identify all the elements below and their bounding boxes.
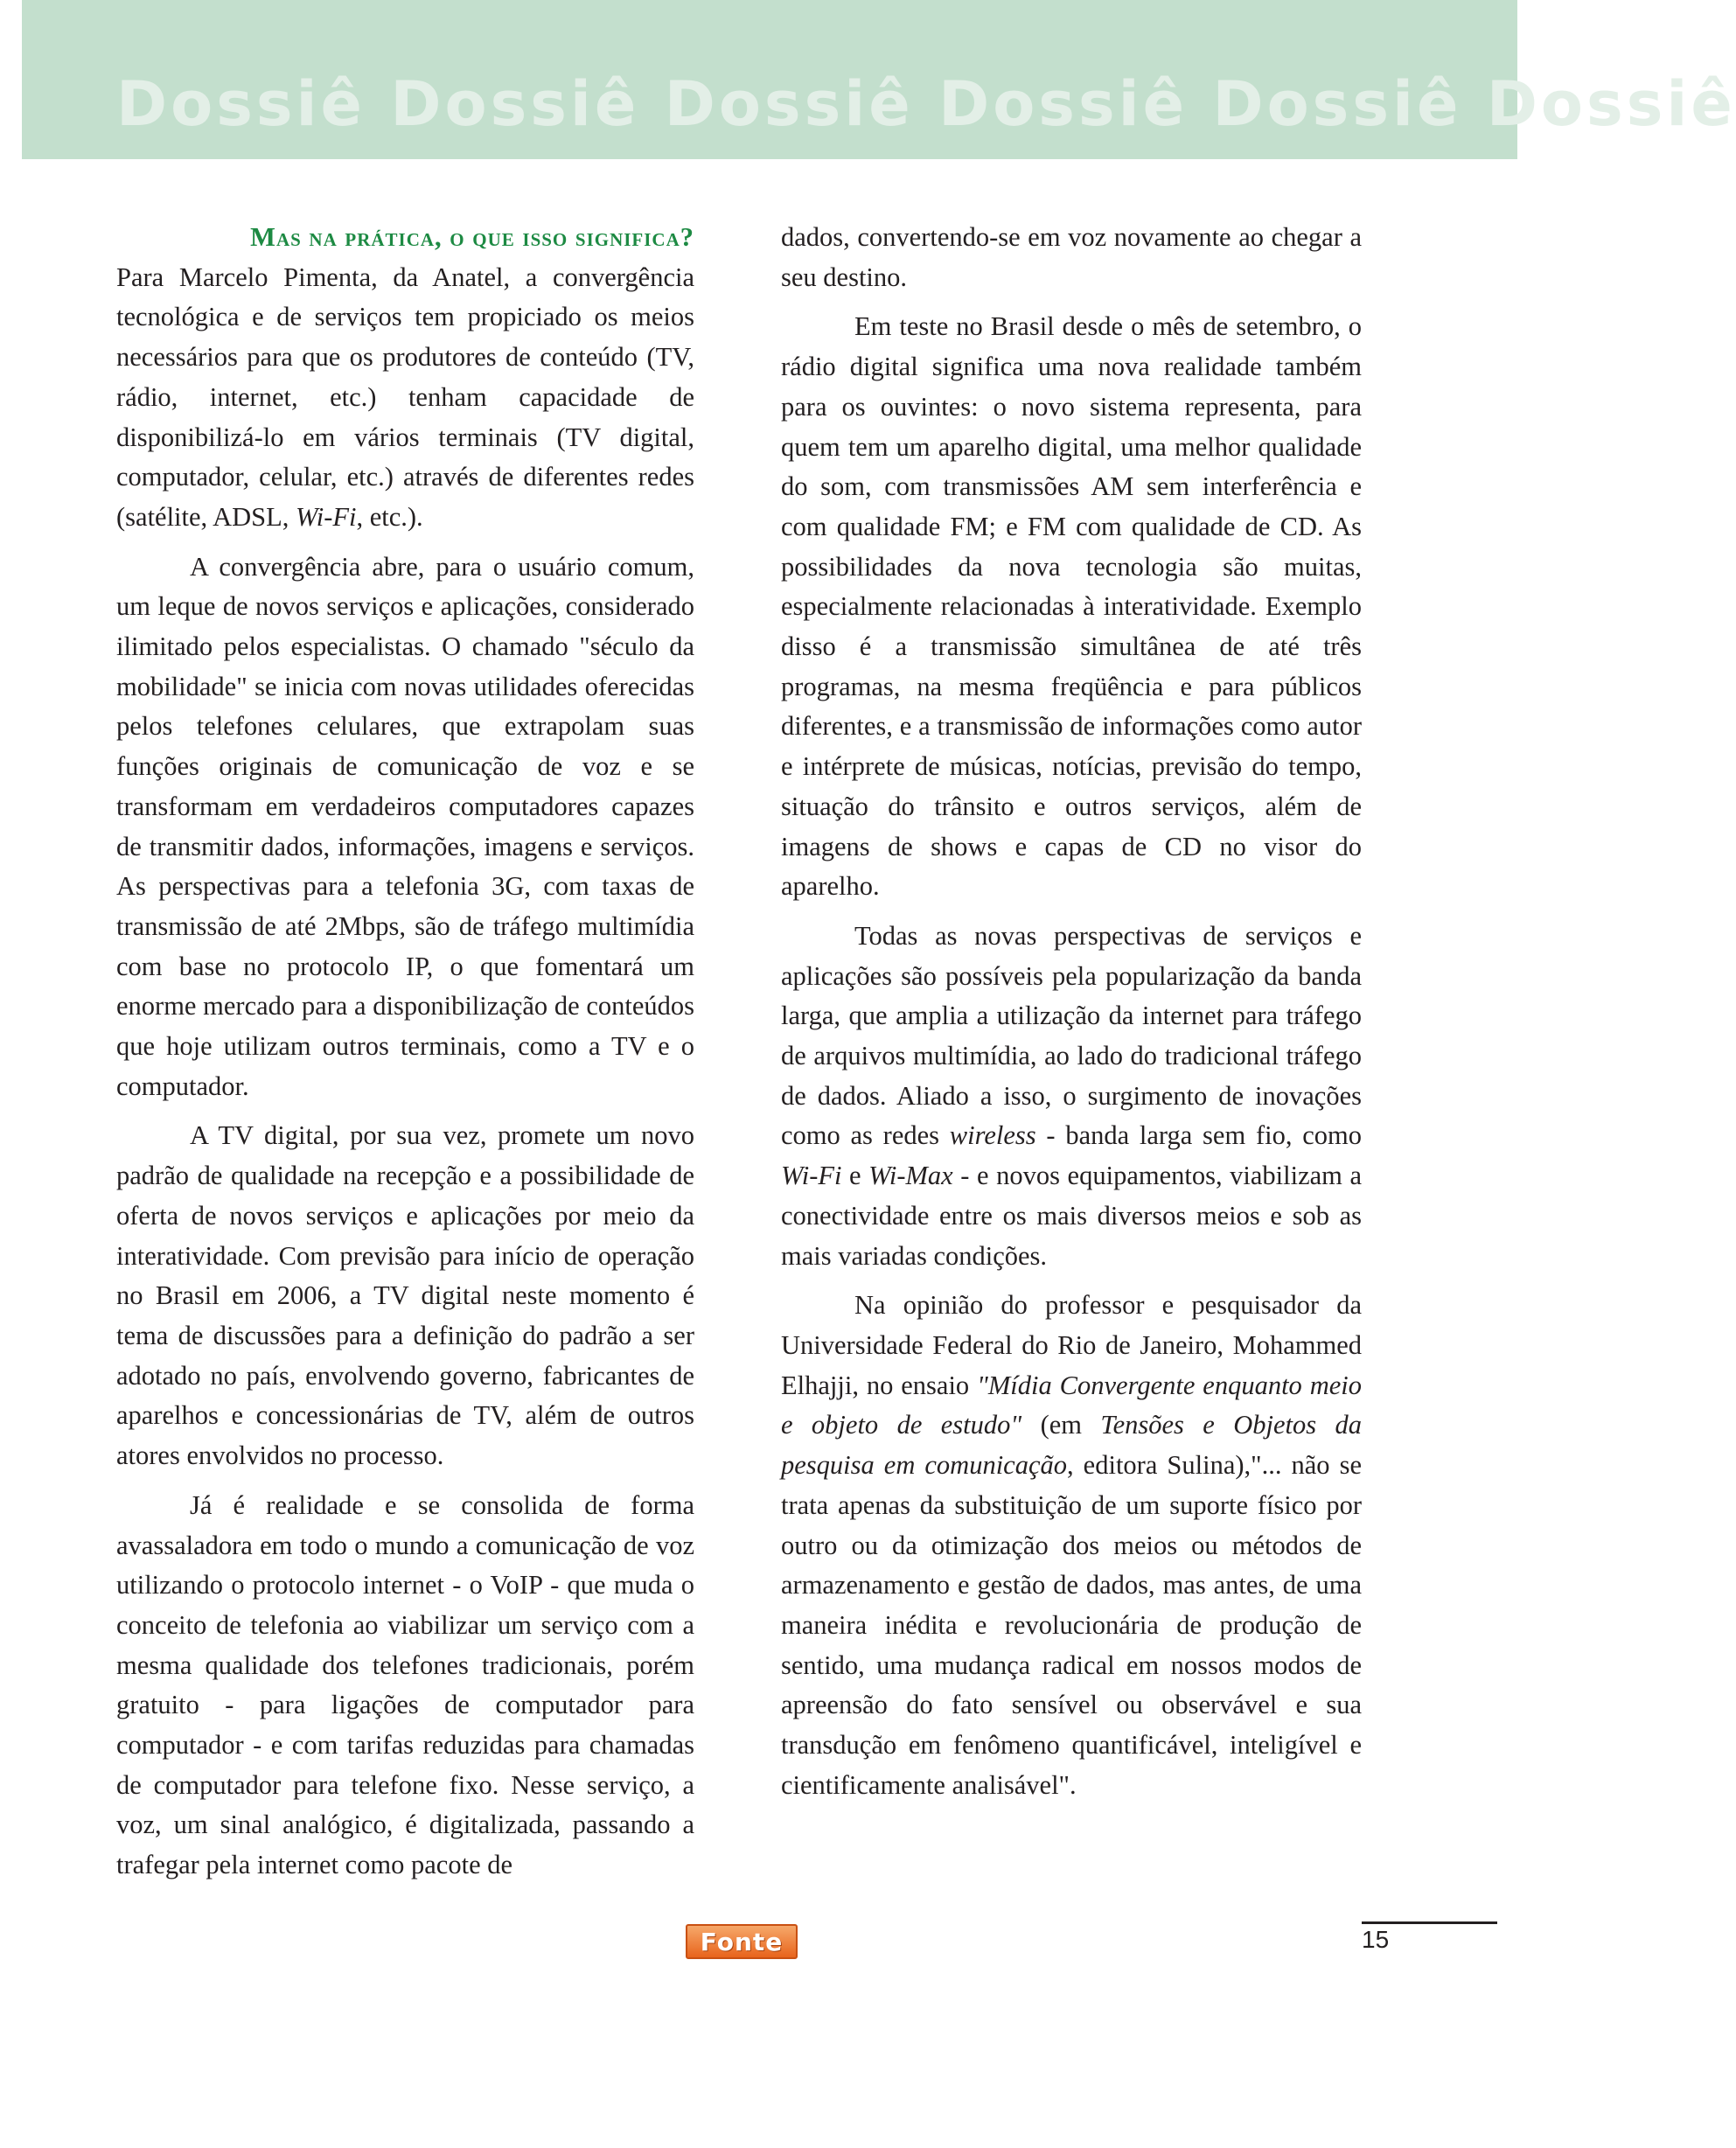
paragraph: A convergência abre, para o usuário comum, um leque de novos serviços e aplicações, considerado ilimitado pelos especialistas. O chamado "século da mobilidade" se inicia com novas utilidades oferecidas pelos telefones celulares, que extrapolam suas funções originais de comunicação de voz e se transformam em verdadeiros computadores capazes de transmitir dados, informações, imagens e serviços. As perspectivas para a telefonia 3G, com taxas de transmissão de até 2Mbps, são de tráfego multimídia com base no protocolo IP, o que fomentará um enorme mercado para a disponibilização de conteúdos que hoje utilizam outros terminais, como a TV e o computador. bbox=[116, 551, 694, 1101]
page-number: 15 bbox=[1362, 1926, 1390, 1953]
emphasis-text: wireless bbox=[949, 1120, 1036, 1151]
paragraph bbox=[781, 917, 1362, 1276]
section-banner bbox=[22, 0, 1736, 159]
paragraph-text: e bbox=[841, 1161, 869, 1191]
right-column bbox=[781, 218, 1362, 1805]
emphasis-text: Wi-Max bbox=[868, 1161, 953, 1191]
paragraph-text: , editora Sulina),"... não se trata apenas da substituição de um suporte físico por outro ou da otimização dos meios ou métodos de armazenamento e gestão de dados, mas antes, de uma maneira inédita e revolucionária de produção de sentido, uma mudança radical em nossos modos de apreensão do fato sensível ou observável e sua transdução em fenômeno quantificável, inteligível e cientificamente analisável". bbox=[781, 1450, 1362, 1800]
paragraph: dados, convertendo-se em voz novamente ao chegar a seu destino. bbox=[781, 222, 1362, 292]
paragraph bbox=[781, 1286, 1362, 1805]
paragraph-text: (em bbox=[1021, 1410, 1101, 1440]
paragraph-text: - e novos equipamentos, viabilizam a conectividade entre os mais diversos meios e sob as mais variadas condições. bbox=[781, 1161, 1362, 1271]
paragraph-text: Para Marcelo Pimenta, da Anatel, a convergência tecnológica e de serviços tem propiciado os meios necessários para que os produtores de conteúdo (TV, rádio, internet, etc.) tenham capacidade de disponibilizá-lo em vários terminais (TV digital, computador, celular, etc.) através de diferentes redes (satélite, ADSL, bbox=[116, 262, 694, 532]
section-banner-text: Dossiê Dossiê Dossiê Dossiê Dossiê Dossiê bbox=[116, 68, 1736, 140]
footer-divider bbox=[1362, 1921, 1497, 1924]
emphasis-text: "Mídia Convergente enquanto meio e objeto de estudo" bbox=[781, 1370, 1362, 1440]
paragraph bbox=[116, 258, 694, 538]
paragraph-text: Na opinião do professor e pesquisador da Universidade Federal do Rio de Janeiro, Mohammed Elhajji, no ensaio bbox=[781, 1290, 1362, 1400]
section-heading: Mas na prática, o que isso significa? bbox=[250, 222, 694, 252]
paragraph: Em teste no Brasil desde o mês de setembro, o rádio digital significa uma nova realidade também para os ouvintes: o novo sistema representa, para quem tem um aparelho digital, uma melhor qualidade do som, com transmissões AM sem interferência e com qualidade FM; e FM com qualidade de CD. As possibilidades da nova tecnologia são muitas, especialmente relacionadas à interatividade. Exemplo disso é a transmissão simultânea de até três programas, na mesma freqüência e para públicos diferentes, e a transmissão de informações como autor e intérprete de músicas, notícias, previsão do tempo, situação do trânsito e outros serviços, além de imagens de shows e capas de CD no visor do aparelho. bbox=[781, 311, 1362, 902]
emphasis-text: Wi-Fi bbox=[296, 501, 357, 532]
emphasis-text: Wi-Fi bbox=[781, 1161, 842, 1191]
paragraph: A TV digital, por sua vez, promete um novo padrão de qualidade na recepção e a possibilidade de oferta de novos serviços e aplicações por meio da interatividade. Com previsão para início de operação no Brasil em 2006, a TV digital neste momento é tema de discussões para a definição do padrão a ser adotado no país, envolvendo governo, fabricantes de aparelhos e concessionárias de TV, além de outros atores envolvidos no processo. bbox=[116, 1120, 694, 1471]
emphasis-text: Tensões e Objetos da pesquisa em comunicação bbox=[781, 1410, 1362, 1481]
fonte-logo: Fonte bbox=[686, 1924, 798, 1959]
paragraph-text: , etc.). bbox=[356, 501, 423, 532]
paragraph: Já é realidade e se consolida de forma avassaladora em todo o mundo a comunicação de voz utilizando o protocolo internet - o VoIP - que muda o conceito de telefonia ao viabilizar um serviço com a mesma qualidade dos telefones tradicionais, porém gratuito - para ligações de computador para computador - e com tarifas reduzidas para chamadas de computador para telefone fixo. Nesse serviço, a voz, um sinal analógico, é digitalizada, passando a trafegar pela internet como pacote de bbox=[116, 1489, 694, 1880]
paragraph-text: Todas as novas perspectivas de serviços e aplicações são possíveis pela popularização da banda larga, que amplia a utilização da internet para tráfego de arquivos multimídia, ao lado do tradicional tráfego de dados. Aliado a isso, o surgimento de inovações como as redes bbox=[781, 920, 1362, 1151]
left-column bbox=[116, 218, 694, 1886]
paragraph-text: - banda larga sem fio, como bbox=[1035, 1120, 1362, 1151]
